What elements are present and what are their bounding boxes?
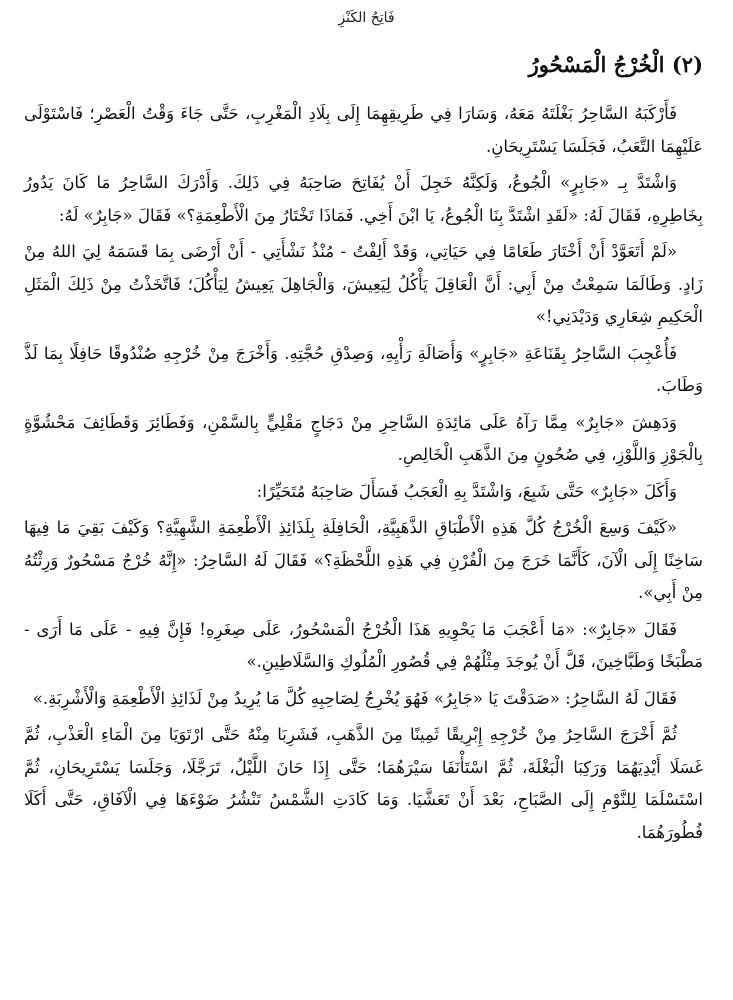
running-header: فَاتِحُ الكَنْزِ (338, 10, 395, 26)
paragraph-10: ثُمَّ أَخْرَجَ السَّاحِرُ مِنْ خُرْجِهِ إِبْرِيقًا ثَمِينًا مِنَ الذَّهَبِ، فَشَرِبَا مِنْهُ حَتَّى ارْتَوَيَا مِنَ الْمَاءِ الْعَذْبِ، ثُمَّ غَسَلَا أَيْدِيَهُمَا وَرَكِبَا الْبَغْلَةَ، ثُمَّ اسْتَأْنَفَا سَيْرَهُمَا؛ حَتَّى إِذَا حَانَ اللَّيْلُ، تَرَجَّلَا، وَجَلَسَا يَسْتَرِيحَانِ، ثُمَّ اسْتَسْلَمَا لِلنَّوْمِ إِلَى الصَّبَاحِ، بَعْدَ أَنْ تَعَشَّيَا. وَمَا كَادَتِ الشَّمْسُ تَنْشُرُ ضَوْءَهَا فِي الْآفَاقِ، حَتَّى أَكَلَا فُطُورَهُمَا. (24, 725, 703, 842)
paragraph-2: وَاشْتَدَّ بِـ «جَابِرٍ» الْجُوعُ، وَلَكِنَّهُ خَجِلَ أَنْ يُفَاتِحَ صَاحِبَهُ فِي ذَلِكَ. وَأَدْرَكَ السَّاحِرُ مَا كَانَ يَدُورُ بِخَاطِرِهِ، فَقَالَ لَهُ: «لَقَدِ اشْتَدَّ بِنَا الْجُوعُ، يَا ابْنَ أَخِي. فَمَاذَا تَخْتَارُ مِنَ الْأَطْعِمَةِ؟» فَقَالَ «جَابِرٌ» لَهُ: (24, 173, 703, 225)
paragraph-3: «لَمْ أَتَعَوَّدْ أَنْ أَخْتَارَ طَعَامًا فِي حَيَاتِي، وَقَدْ أَلِفْتُ - مُنْذُ نَشْأَتِي - أَنْ أَرْضَى بِمَا قَسَمَهُ لِيَ اللهُ مِنْ زَادٍ. وَطَالَمَا سَمِعْتُ مِنْ أَبِي: أَنَّ الْعَاقِلَ يَأْكُلُ لِيَعِيشَ، وَالْجَاهِلَ يَعِيشُ لِيَأْكُلَ؛ فَاتَّخَذْتُ مِنْ ذَلِكَ الْمَثَلِ الْحَكِيمِ شِعَارِي وَدَيْدَنِي!» (24, 242, 703, 326)
paragraph-8: فَقَالَ «جَابِرٌ»: «مَا أَعْجَبَ مَا يَحْوِيهِ هَذَا الْخُرْجُ الْمَسْحُورُ، عَلَى صِغَرِهِ! فَإِنَّ فِيهِ - عَلَى مَا أَرَى - مَطْبَخًا وَطَبَّاخِينَ، قَلَّ أَنْ يُوجَدَ مِثْلُهُمْ فِي قُصُورِ الْمُلُوكِ وَالسَّلَاطِينِ.» (24, 619, 703, 671)
paragraph-5: وَدَهِشَ «جَابِرٌ» مِمَّا رَآهُ عَلَى مَائِدَةِ السَّاحِرِ مِنْ دَجَاجٍ مَقْلِيٍّ بِالسَّمْنِ، وَفَطَائِرَ وَقَطَائِفَ مَحْشُوَّةٍ بِالْجَوْزِ وَاللَّوْزِ، فِي صُحُونٍ مِنَ الذَّهَبِ الْخَالِصِ. (24, 412, 703, 464)
body-text (24, 98, 703, 853)
paragraph-7: «كَيْفَ وَسِعَ الْخُرْجُ كُلَّ هَذِهِ الْأَطْبَاقِ الذَّهَبِيَّةِ، الْحَافِلَةِ بِلَذَائِذِ الْأَطْعِمَةِ الشَّهِيَّةِ؟ وَكَيْفَ بَقِيَ مَا فِيهَا سَاخِنًا إِلَى الْآنَ، كَأَنَّمَا خَرَجَ مِنَ الْفُرْنِ فِي هَذِهِ اللَّحْظَةِ؟» فَقَالَ لَهُ السَّاحِرُ: «إِنَّهُ خُرْجٌ مَسْحُورٌ وَرِثْتُهُ مِنْ أَبِي». (24, 518, 703, 602)
paragraph-9: فَقَالَ لَهُ السَّاحِرُ: «صَدَقْتَ يَا «جَابِرُ» فَهُوَ يُخْرِجُ لِصَاحِبِهِ كُلَّ مَا يُرِيدُ مِنْ لَذَائِذِ الْأَطْعِمَةِ وَالْأَشْرِبَةِ.» (32, 688, 677, 708)
chapter-title: (٢) الْخُرْجُ الْمَسْحُورُ (528, 52, 703, 77)
paragraph-6: وَأَكَلَ «جَابِرٌ» حَتَّى شَبِعَ، وَاشْتَدَّ بِهِ الْعَجَبُ فَسَأَلَ صَاحِبَهُ مُتَحَيِّرًا: (256, 481, 677, 501)
paragraph-4: فَأُعْجِبَ السَّاحِرُ بِقَنَاعَةِ «جَابِرٍ» وَأَصَالَةِ رَأْيِهِ، وَصِدْقِ حُجَّتِهِ. وَأَخْرَجَ مِنْ خُرْجِهِ صُنْدُوقًا حَافِلًا بِمَا لَذَّ وَطَابَ. (24, 343, 703, 395)
paragraph-1: فَأَرْكَبَهُ السَّاحِرُ بَغْلَتَهُ مَعَهُ، وَسَارَا فِي طَرِيقِهِمَا إِلَى بِلَادِ الْمَغْرِبِ، حَتَّى جَاءَ وَقْتُ الْعَصْرِ؛ فَاسْتَوْلَى عَلَيْهِمَا التَّعَبُ، فَجَلَسَا يَسْتَرِيحَانِ. (24, 104, 703, 156)
